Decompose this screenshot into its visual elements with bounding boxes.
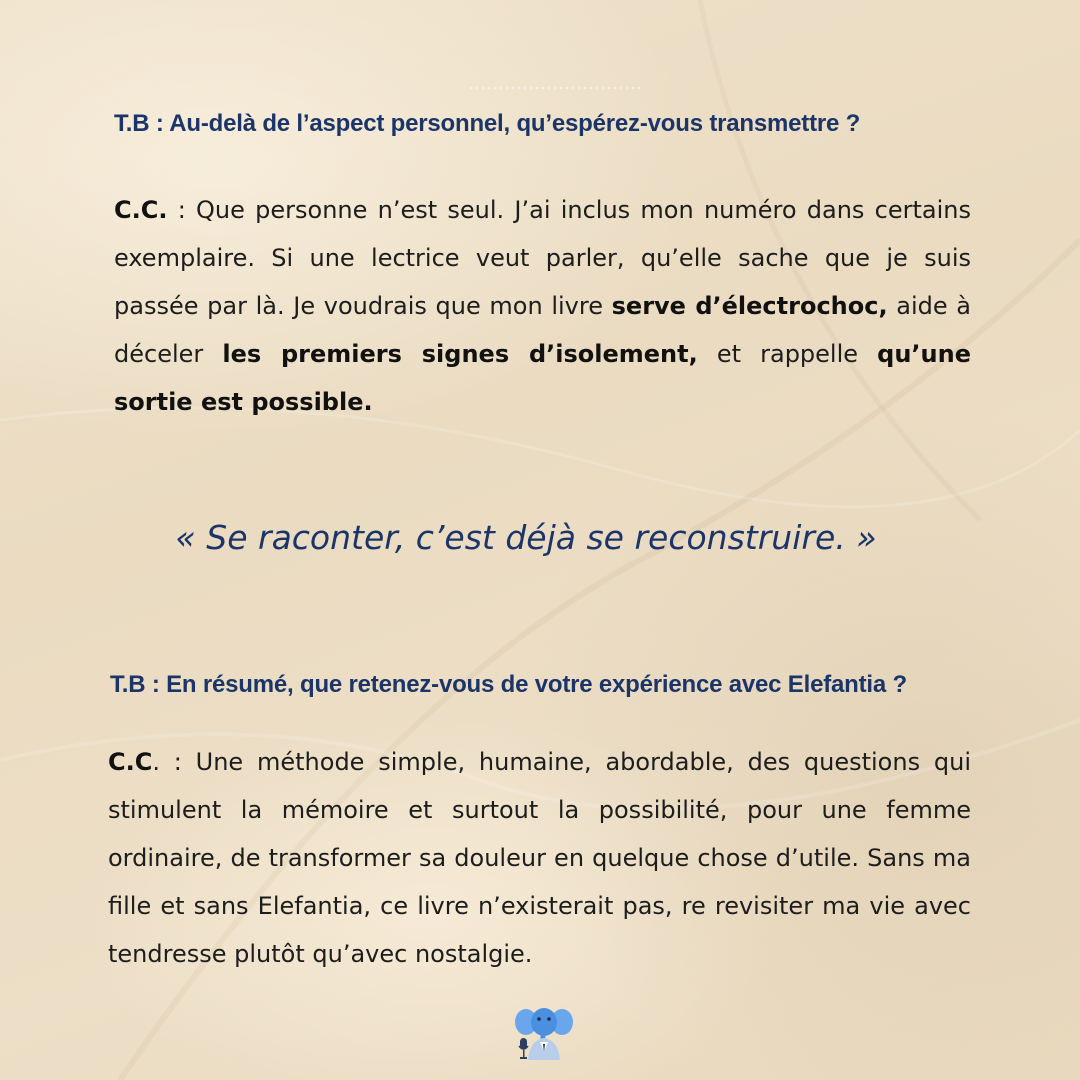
question-1: T.B : Au-delà de l’aspect personnel, qu’espérez-vous transmettre ? [114,110,861,137]
answer-1: C.C. : Que personne n’est seul. J’ai inclus mon numéro dans certains exemplaire. Si une lectrice veut parler, qu’elle sache que je suis passée par là. Je voudrais que mon livre serve d’électrochoc, aide à déceler les premiers signes d’isolement, et rappelle qu’une sortie est possible. [114,196,972,416]
question-2: T.B : En résumé, que retenez-vous de votre expérience avec Elefantia ? [110,671,907,698]
pull-quote: « Se raconter, c’est déjà se reconstruire. » [175,518,877,557]
elephant-microphone-logo-icon [514,1002,574,1060]
speaker-2: C.C [108,748,153,776]
speaker-1: C.C. [114,196,168,224]
answer-2: C.C. : Une méthode simple, humaine, abordable, des questions qui stimulent la mémoire et surtout la possibilité, pour une femme ordinaire, de transformer sa douleur en quelque chose d’utile. Sans ma fille et sans Elefantia, ce livre n’existerait pas, re revisiter ma vie avec tendresse plutôt qu’avec nostalgie. [108,748,971,968]
